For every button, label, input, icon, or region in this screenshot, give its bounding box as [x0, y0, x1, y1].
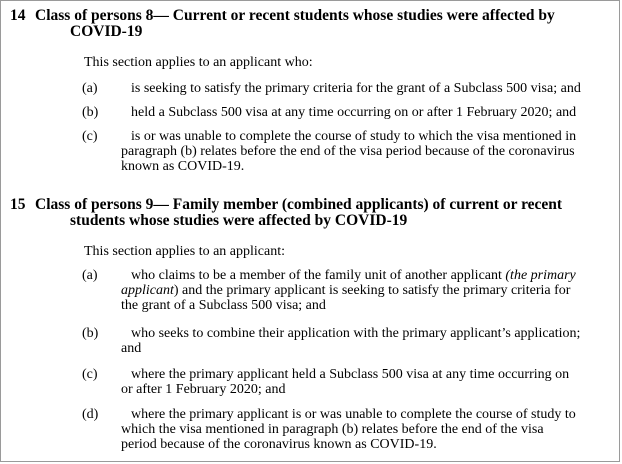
section-title: Class of persons 8— Current or recent students whose studies were affected by COVID-19: [35, 7, 555, 40]
paragraph-label: (b): [82, 105, 99, 120]
paragraph-text: is or was unable to complete the course of study to which the visa mentioned in paragraph (b) relates before the end of the visa period because of the coronavirus known as COVID-19.: [121, 129, 577, 174]
paragraph-label: (c): [82, 367, 98, 382]
paragraph-text: is seeking to satisfy the primary criteria for the grant of a Subclass 500 visa; and: [131, 81, 581, 96]
paragraph-text: where the primary applicant is or was unable to complete the course of study to which the visa mentioned in paragraph (b) relates before the end of the visa period because of the coronavirus known as COVID-19.: [121, 407, 576, 452]
paragraph-text: who claims to be a member of the family unit of another applicant (the primary applicant) and the primary applicant is seeking to satisfy the primary criteria for the grant of a Subclass 500 visa; and: [121, 268, 576, 313]
paragraph-label: (b): [82, 326, 99, 341]
section-title: Class of persons 9— Family member (combined applicants) of current or recent students whose studies were affected by COVID-19: [35, 196, 563, 229]
section-intro: This section applies to an applicant:: [84, 244, 286, 259]
section-number: 15: [10, 196, 26, 213]
paragraph-text: where the primary applicant held a Subclass 500 visa at any time occurring on or after 1 February 2020; and: [121, 367, 570, 397]
paragraph-text: held a Subclass 500 visa at any time occurring on or after 1 February 2020; and: [131, 105, 577, 120]
section-intro: This section applies to an applicant who:: [84, 55, 313, 70]
paragraph-label: (d): [82, 407, 99, 422]
paragraph-label: (a): [82, 268, 98, 283]
section-number: 14: [10, 7, 26, 24]
paragraph-text: who seeks to combine their application with the primary applicant’s application; and: [121, 326, 581, 356]
paragraph-label: (a): [82, 81, 98, 96]
paragraph-label: (c): [82, 129, 98, 144]
